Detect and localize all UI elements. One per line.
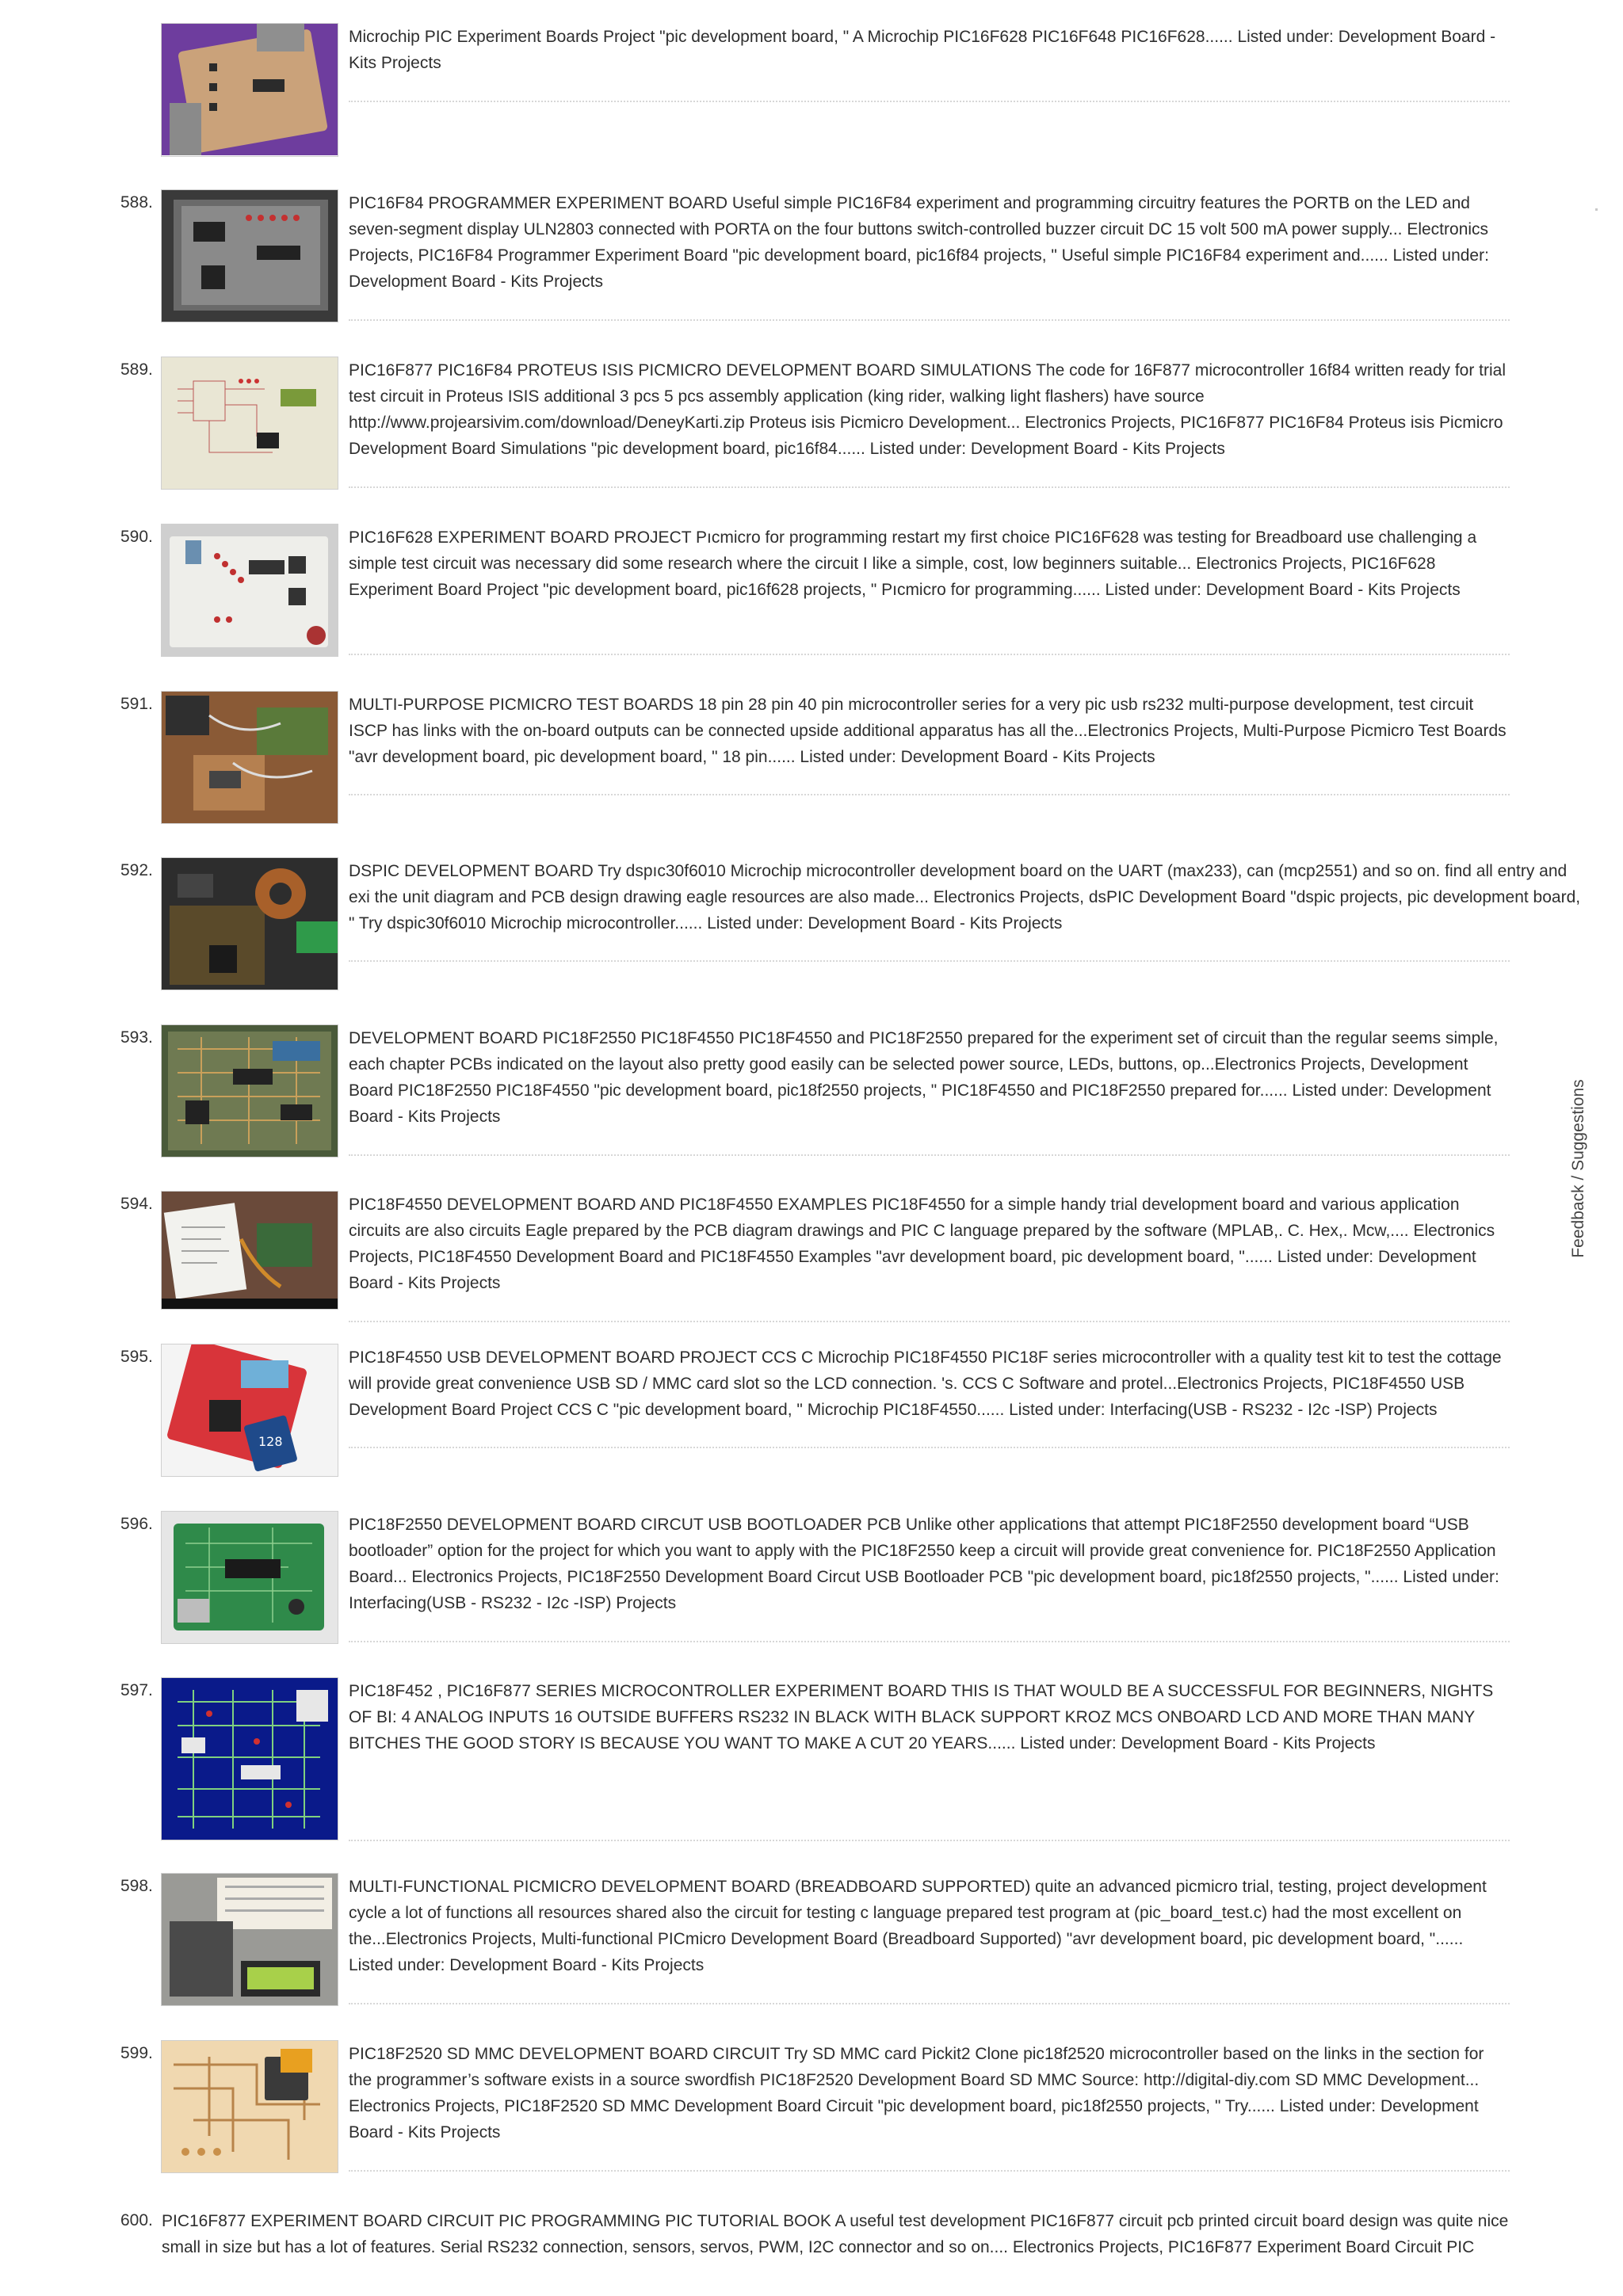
item-number: 589. [120,360,153,379]
project-link[interactable]: MULTI-FUNCTIONAL PICMICRO DEVELOPMENT BOARD (BREADBOARD SUPPORTED) quite an advanced picmicro trial, testing, project development cycle a lot of functions all resources shared also the circuit for testing c language prepared test program at (pic_board_test.c) had the most excellent on the...Electronics Projects, Multi-functional PICmicro Development Board (Breadboard Supported) "avr development board, pic development board, "...... Listed under: Development Board - Kits Projects [349,1878,1487,1974]
divider [349,960,1510,962]
red-board-sd-card-icon [162,1344,338,1476]
pcb-photo-dark-icon [162,190,338,322]
divider [349,1641,1510,1642]
project-link[interactable]: PIC18F2520 SD MMC DEVELOPMENT BOARD CIRCUIT Try SD MMC card Pickit2 Clone pic18f2520 microcontroller based on the links in the section for the programmer’s software exists in a source swordfish PIC18F2520 Development Board SD MMC Source: http://digital-diy.com SD MMC Development... Electronics Projects, PIC18F2520 SD MMC Development Board Circuit "pic development board, pic18f2550 projects, " Try...... Listed under: Development Board - Kits Projects [349,2045,1484,2142]
project-link[interactable]: Microchip PIC Experiment Boards Project "pic development board, " A Microchip PIC16F628 PIC16F648 PIC16F628...... Listed under: Development Board - Kits Projects [349,28,1496,72]
item-number: 597. [120,1681,153,1699]
project-thumbnail[interactable] [162,1678,338,1840]
project-thumbnail[interactable] [162,1512,338,1643]
project-description [349,1874,1510,1978]
item-number: 600. [120,2211,153,2229]
project-description [349,692,1510,770]
feedback-tab[interactable] [1563,1081,1594,1256]
project-thumbnail[interactable] [162,190,338,322]
divider [349,486,1510,488]
green-pcb-icon [162,1512,338,1643]
divider [349,2170,1510,2172]
divider [349,101,1510,102]
divider [349,1447,1510,1448]
project-thumbnail[interactable] [162,2041,338,2172]
project-link[interactable]: DSPIC DEVELOPMENT BOARD Try dspıc30f6010 Microchip microcontroller development board on the UART (max233), can (mcp2551) and so on. find all entry and exi the unit diagram and PCB design drawing eagle resources are also made... Electronics Projects, dsPIC Development Board "dspic projects, pic development board, " Try dspic30f6010 Microchip microcontroller...... Listed under: Development Board - Kits Projects [349,862,1581,933]
project-thumbnail[interactable] [162,1344,338,1476]
divider [349,1321,1510,1322]
item-number: 595. [120,1348,153,1366]
project-description [349,1512,1510,1616]
divider [349,2003,1510,2004]
project-description [349,357,1510,462]
pcb-photo-wood-icon [162,692,338,823]
project-description [349,1344,1510,1423]
project-description [349,2041,1510,2145]
divider [349,654,1510,655]
divider [349,319,1510,321]
project-description [349,524,1510,603]
project-description [349,190,1510,295]
project-link[interactable]: DEVELOPMENT BOARD PIC18F2550 PIC18F4550 PIC18F4550 and PIC18F2550 prepared for the experiment set of circuit than the regular seems simple, each chapter PCBs indicated on the layout also pretty good easily can be selected power source, LEDs, buttons, op...Electronics Projects, Development Board PIC18F2550 PIC18F4550 "pic development board, pic18f2550 projects, " PIC18F4550 and PIC18F2550 prepared for...... Listed under: Development Board - Kits Projects [349,1029,1499,1126]
project-thumbnail[interactable] [162,1874,338,2005]
copper-pcb-sd-icon [162,2041,338,2172]
item-number: 596. [120,1515,153,1533]
project-link[interactable]: PIC16F84 PROGRAMMER EXPERIMENT BOARD Useful simple PIC16F84 experiment and programming circuitry features the PORTB on the LED and seven-segment display ULN2803 connected with PORTA on the four buttons switch-controlled buzzer circuit DC 15 volt 500 mA power supply... Electronics Projects, PIC16F84 Programmer Experiment Board "pic development board, pic16f84 projects, " Useful simple PIC16F84 experiment and...... Listed under: Development Board - Kits Projects [349,194,1489,291]
blue-pcb-layout-icon [162,1678,338,1840]
project-link[interactable]: PIC18F4550 USB DEVELOPMENT BOARD PROJECT CCS C Microchip PIC18F4550 PIC18F series microcontroller with a quality test kit to test the cottage will provide great convenience USB SD / MMC card slot so the LCD connection. 's. CCS C Software and protel...Electronics Projects, PIC18F4550 USB Development Board Project CCS C "pic development board, " Microchip PIC18F4550...... Listed under: Interfacing(USB - RS232 - I2c -ISP) Projects [349,1348,1502,1419]
pcb-photo-purple-icon [162,24,338,155]
schematic-icon [162,357,338,489]
item-number: 591. [120,695,153,713]
project-thumbnail[interactable] [162,524,338,656]
item-number: 594. [120,1195,153,1213]
project-description [349,858,1585,936]
item-number: 599. [120,2044,153,2062]
project-link[interactable]: PIC18F4550 DEVELOPMENT BOARD AND PIC18F4550 EXAMPLES PIC18F4550 for a simple handy trial development board and various application circuits are also circuits Eagle prepared by the PCB diagram drawings and PIC C language prepared by the software (MPLAB,. C. Hex,. Mcw,.... Electronics Projects, PIC18F4550 Development Board and PIC18F4550 Examples "avr development board, pic development board, "...... Listed under: Development Board - Kits Projects [349,1196,1495,1292]
project-link[interactable]: PIC16F877 PIC16F84 PROTEUS ISIS PICMICRO DEVELOPMENT BOARD SIMULATIONS The code for 16F877 microcontroller 16f84 written ready for trial test circuit in Proteus ISIS additional 3 pcs 5 pcs assembly application (king rider, walking light flashers) have source http://www.projearsivim.com/download/DeneyKarti.zip Proteus isis Picmicro Development... Electronics Projects, PIC16F877 PIC16F84 Proteus isis Picmicro Development Board Simulations "pic development board, pic16f84...... Listed under: Development Board - Kits Projects [349,361,1507,458]
project-thumbnail[interactable] [162,357,338,489]
project-link[interactable]: PIC16F628 EXPERIMENT BOARD PROJECT Pıcmicro for programming restart my first choice PIC16F628 was testing for Breadboard use challenging a simple test circuit was necessary did some research where the circuit I like a simple, cost, low beginners suitable... Electronics Projects, PIC16F628 Experiment Board Project "pic development board, pic16f628 projects, " Pıcmicro for programming...... Listed under: Development Board - Kits Projects [349,528,1477,599]
pcb-photo-white-icon [162,524,338,656]
project-thumbnail[interactable] [162,858,338,990]
project-description [349,1678,1510,1756]
project-thumbnail[interactable] [162,24,338,156]
item-number: 588. [120,193,153,212]
decorative-dot [1595,208,1598,211]
item-number: 598. [120,1877,153,1895]
project-link[interactable]: PIC16F877 EXPERIMENT BOARD CIRCUIT PIC PROGRAMMING PIC TUTORIAL BOOK A useful test development PIC16F877 circuit pcb printed circuit board design was quite nice small in size but has a lot of features. Serial RS232 connection, sensors, servos, PWM, I2C connector and so on.... Electronics Projects, PIC16F877 Experiment Board Circuit PIC [162,2212,1509,2256]
divider [349,794,1510,795]
item-number: 590. [120,528,153,546]
feedback-label: Feedback / Suggestions [1569,1079,1587,1258]
item-number: 592. [120,861,153,879]
breadboard-lcd-icon [162,1874,338,2005]
project-description [162,2208,1509,2260]
project-description [349,1192,1510,1296]
svg-text:128: 128 [258,1434,283,1449]
project-thumbnail[interactable] [162,1025,338,1157]
pcb-photo-green-icon [162,1025,338,1157]
project-link[interactable]: PIC18F452 , PIC16F877 SERIES MICROCONTROLLER EXPERIMENT BOARD THIS IS THAT WOULD BE A SUCCESSFUL FOR BEGINNERS, NIGHTS OF BI: 4 ANALOG INPUTS 16 OUTSIDE BUFFERS RS232 IN BLACK WITH BLACK SUPPORT KROZ MCS ONBOARD LCD AND MORE THAN MANY BITCHES THE GOOD STORY IS BECAUSE YOU WANT TO MAKE A CUT 20 YEARS...... Listed under: Development Board - Kits Projects [349,1682,1494,1753]
divider [349,1840,1510,1841]
project-thumbnail[interactable] [162,1192,338,1309]
project-link[interactable]: MULTI-PURPOSE PICMICRO TEST BOARDS 18 pin 28 pin 40 pin microcontroller series for a very pic usb rs232 multi-purpose development, test circuit ISCP has links with the on-board outputs can be connected upside additional apparatus has all the...Electronics Projects, Multi-Purpose Picmicro Test Boards "avr development board, pic development board, " 18 pin...... Listed under: Development Board - Kits Projects [349,696,1507,766]
divider [349,1154,1510,1156]
project-description [349,24,1510,76]
project-description [349,1025,1510,1130]
project-link[interactable]: PIC18F2550 DEVELOPMENT BOARD CIRCUT USB BOOTLOADER PCB Unlike other applications that attempt PIC18F2550 development board “USB bootloader” option for the project for which you want to apply with the PIC18F2550 keep a circuit will provide great convenience for. PIC18F2550 Application Board... Electronics Projects, PIC18F2550 Development Board Circut USB Bootloader PCB "pic development board, pic18f2550 projects, "...... Listed under: Interfacing(USB - RS232 - I2c -ISP) Projects [349,1516,1499,1612]
project-thumbnail[interactable] [162,692,338,823]
item-number: 593. [120,1028,153,1047]
board-and-notes-icon [162,1192,338,1309]
pcb-photo-coil-icon [162,858,338,990]
